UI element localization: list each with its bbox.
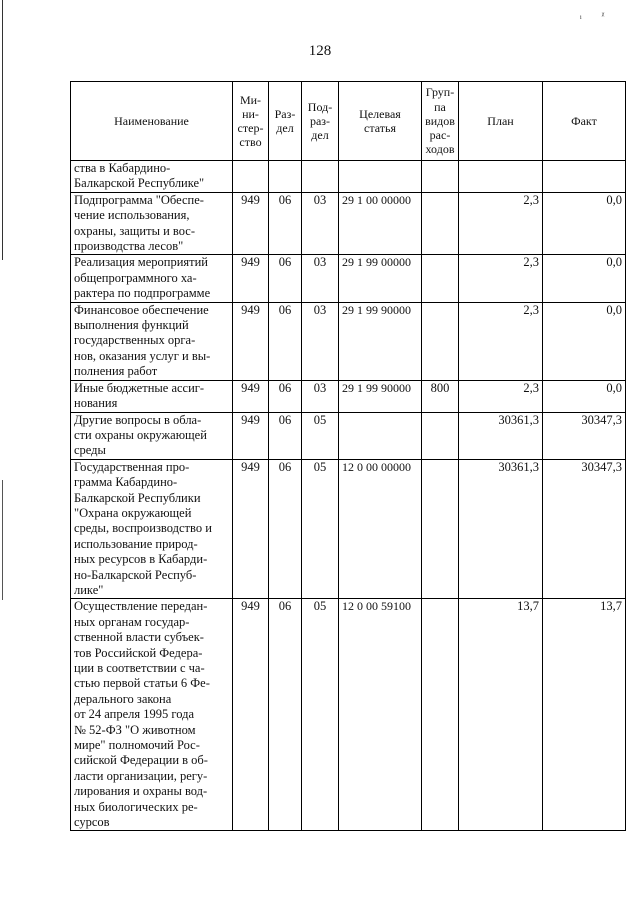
cell-subsection: 05	[302, 599, 339, 831]
cell-ministry	[233, 161, 269, 193]
header-subsection: Под- раз- дел	[302, 82, 339, 161]
cell-section: 06	[269, 412, 302, 459]
cell-group	[422, 161, 459, 193]
cell-plan: 2,3	[459, 380, 543, 412]
cell-fact: 30347,3	[543, 459, 626, 599]
cell-subsection: 03	[302, 302, 339, 380]
cell-fact: 0,0	[543, 380, 626, 412]
cell-section: 06	[269, 380, 302, 412]
table-row	[71, 302, 626, 380]
cell-ministry: 949	[233, 599, 269, 831]
header-target: Целевая статья	[339, 82, 422, 161]
header-plan: План	[459, 82, 543, 161]
cell-fact: 0,0	[543, 255, 626, 302]
cell-target: 12 0 00 59100	[339, 599, 422, 831]
cell-ministry: 949	[233, 380, 269, 412]
cell-name: Подпрограмма "Обеспе- чение использования, охраны, защиты и вос- производства лесов"	[71, 192, 233, 255]
cell-section	[269, 161, 302, 193]
cell-fact: 0,0	[543, 192, 626, 255]
cell-target	[339, 161, 422, 193]
cell-target: 12 0 00 00000	[339, 459, 422, 599]
cell-group: 800	[422, 380, 459, 412]
cell-fact: 30347,3	[543, 412, 626, 459]
scan-margin-line	[2, 480, 3, 600]
cell-section: 06	[269, 599, 302, 831]
cell-ministry: 949	[233, 459, 269, 599]
cell-fact	[543, 161, 626, 193]
cell-name: Иные бюджетные ассиг- нования	[71, 380, 233, 412]
scan-margin-line	[2, 0, 3, 260]
cell-plan: 13,7	[459, 599, 543, 831]
cell-ministry: 949	[233, 302, 269, 380]
table-row	[71, 599, 626, 831]
cell-target	[339, 412, 422, 459]
cell-subsection: 05	[302, 412, 339, 459]
cell-fact: 0,0	[543, 302, 626, 380]
table-row	[71, 255, 626, 302]
header-ministry: Ми- ни- стер- ство	[233, 82, 269, 161]
table-row	[71, 412, 626, 459]
cell-fact: 13,7	[543, 599, 626, 831]
cell-subsection: 05	[302, 459, 339, 599]
cell-section: 06	[269, 302, 302, 380]
cell-group	[422, 459, 459, 599]
cell-group	[422, 255, 459, 302]
cell-name: Государственная про- грамма Кабардино- Балкарской Республики "Охрана окружающей среды, воспроизводство и использование природ- ных ресурсов в Кабарди- но-Балкарской Респуб- лике"	[71, 459, 233, 599]
table-row	[71, 161, 626, 193]
cell-target: 29 1 99 90000	[339, 380, 422, 412]
table-row	[71, 459, 626, 599]
cell-group	[422, 599, 459, 831]
header-section: Раз- дел	[269, 82, 302, 161]
table-header-row	[71, 82, 626, 161]
cell-group	[422, 192, 459, 255]
header-expense-group: Груп- па видов рас- ходов	[422, 82, 459, 161]
page-number: 128	[308, 43, 332, 59]
cell-name: Финансовое обеспечение выполнения функций государственных орга- нов, оказания услуг и вы- полнения работ	[71, 302, 233, 380]
budget-table	[70, 81, 626, 831]
header-name: Наименование	[71, 82, 233, 161]
cell-plan	[459, 161, 543, 193]
cell-ministry: 949	[233, 192, 269, 255]
cell-group	[422, 412, 459, 459]
cell-plan: 30361,3	[459, 459, 543, 599]
cell-target: 29 1 00 00000	[339, 192, 422, 255]
cell-subsection: 03	[302, 255, 339, 302]
cell-section: 06	[269, 459, 302, 599]
cell-subsection: 03	[302, 192, 339, 255]
cell-plan: 2,3	[459, 192, 543, 255]
cell-target: 29 1 99 90000	[339, 302, 422, 380]
cell-ministry: 949	[233, 255, 269, 302]
cell-target: 29 1 99 00000	[339, 255, 422, 302]
header-fact: Факт	[543, 82, 626, 161]
cell-ministry: 949	[233, 412, 269, 459]
cell-name: Реализация мероприятий общепрограммного ха- рактера по подпрограмме	[71, 255, 233, 302]
table-row	[71, 380, 626, 412]
cell-subsection	[302, 161, 339, 193]
cell-subsection: 03	[302, 380, 339, 412]
cell-group	[422, 302, 459, 380]
cell-name: Другие вопросы в обла- сти охраны окружающей среды	[71, 412, 233, 459]
table-row	[71, 192, 626, 255]
cell-name: ства в Кабардино- Балкарской Республике"	[71, 161, 233, 193]
cell-plan: 30361,3	[459, 412, 543, 459]
cell-section: 06	[269, 255, 302, 302]
cell-plan: 2,3	[459, 302, 543, 380]
corner-marks: ᵢᵡ	[580, 10, 625, 21]
cell-name: Осуществление передан- ных органам государ- ственной власти субъек- тов Российской Федера- ции в соответствии с ча- стью первой статьи 6 Фе- дерального закона от 24 апреля 1995 года № 52-ФЗ "О животном мире" полномочий Рос- сийской Федерации в об- ласти организации, регу- лирования и охраны вод- ных биологических ре- сурсов	[71, 599, 233, 831]
cell-section: 06	[269, 192, 302, 255]
cell-plan: 2,3	[459, 255, 543, 302]
